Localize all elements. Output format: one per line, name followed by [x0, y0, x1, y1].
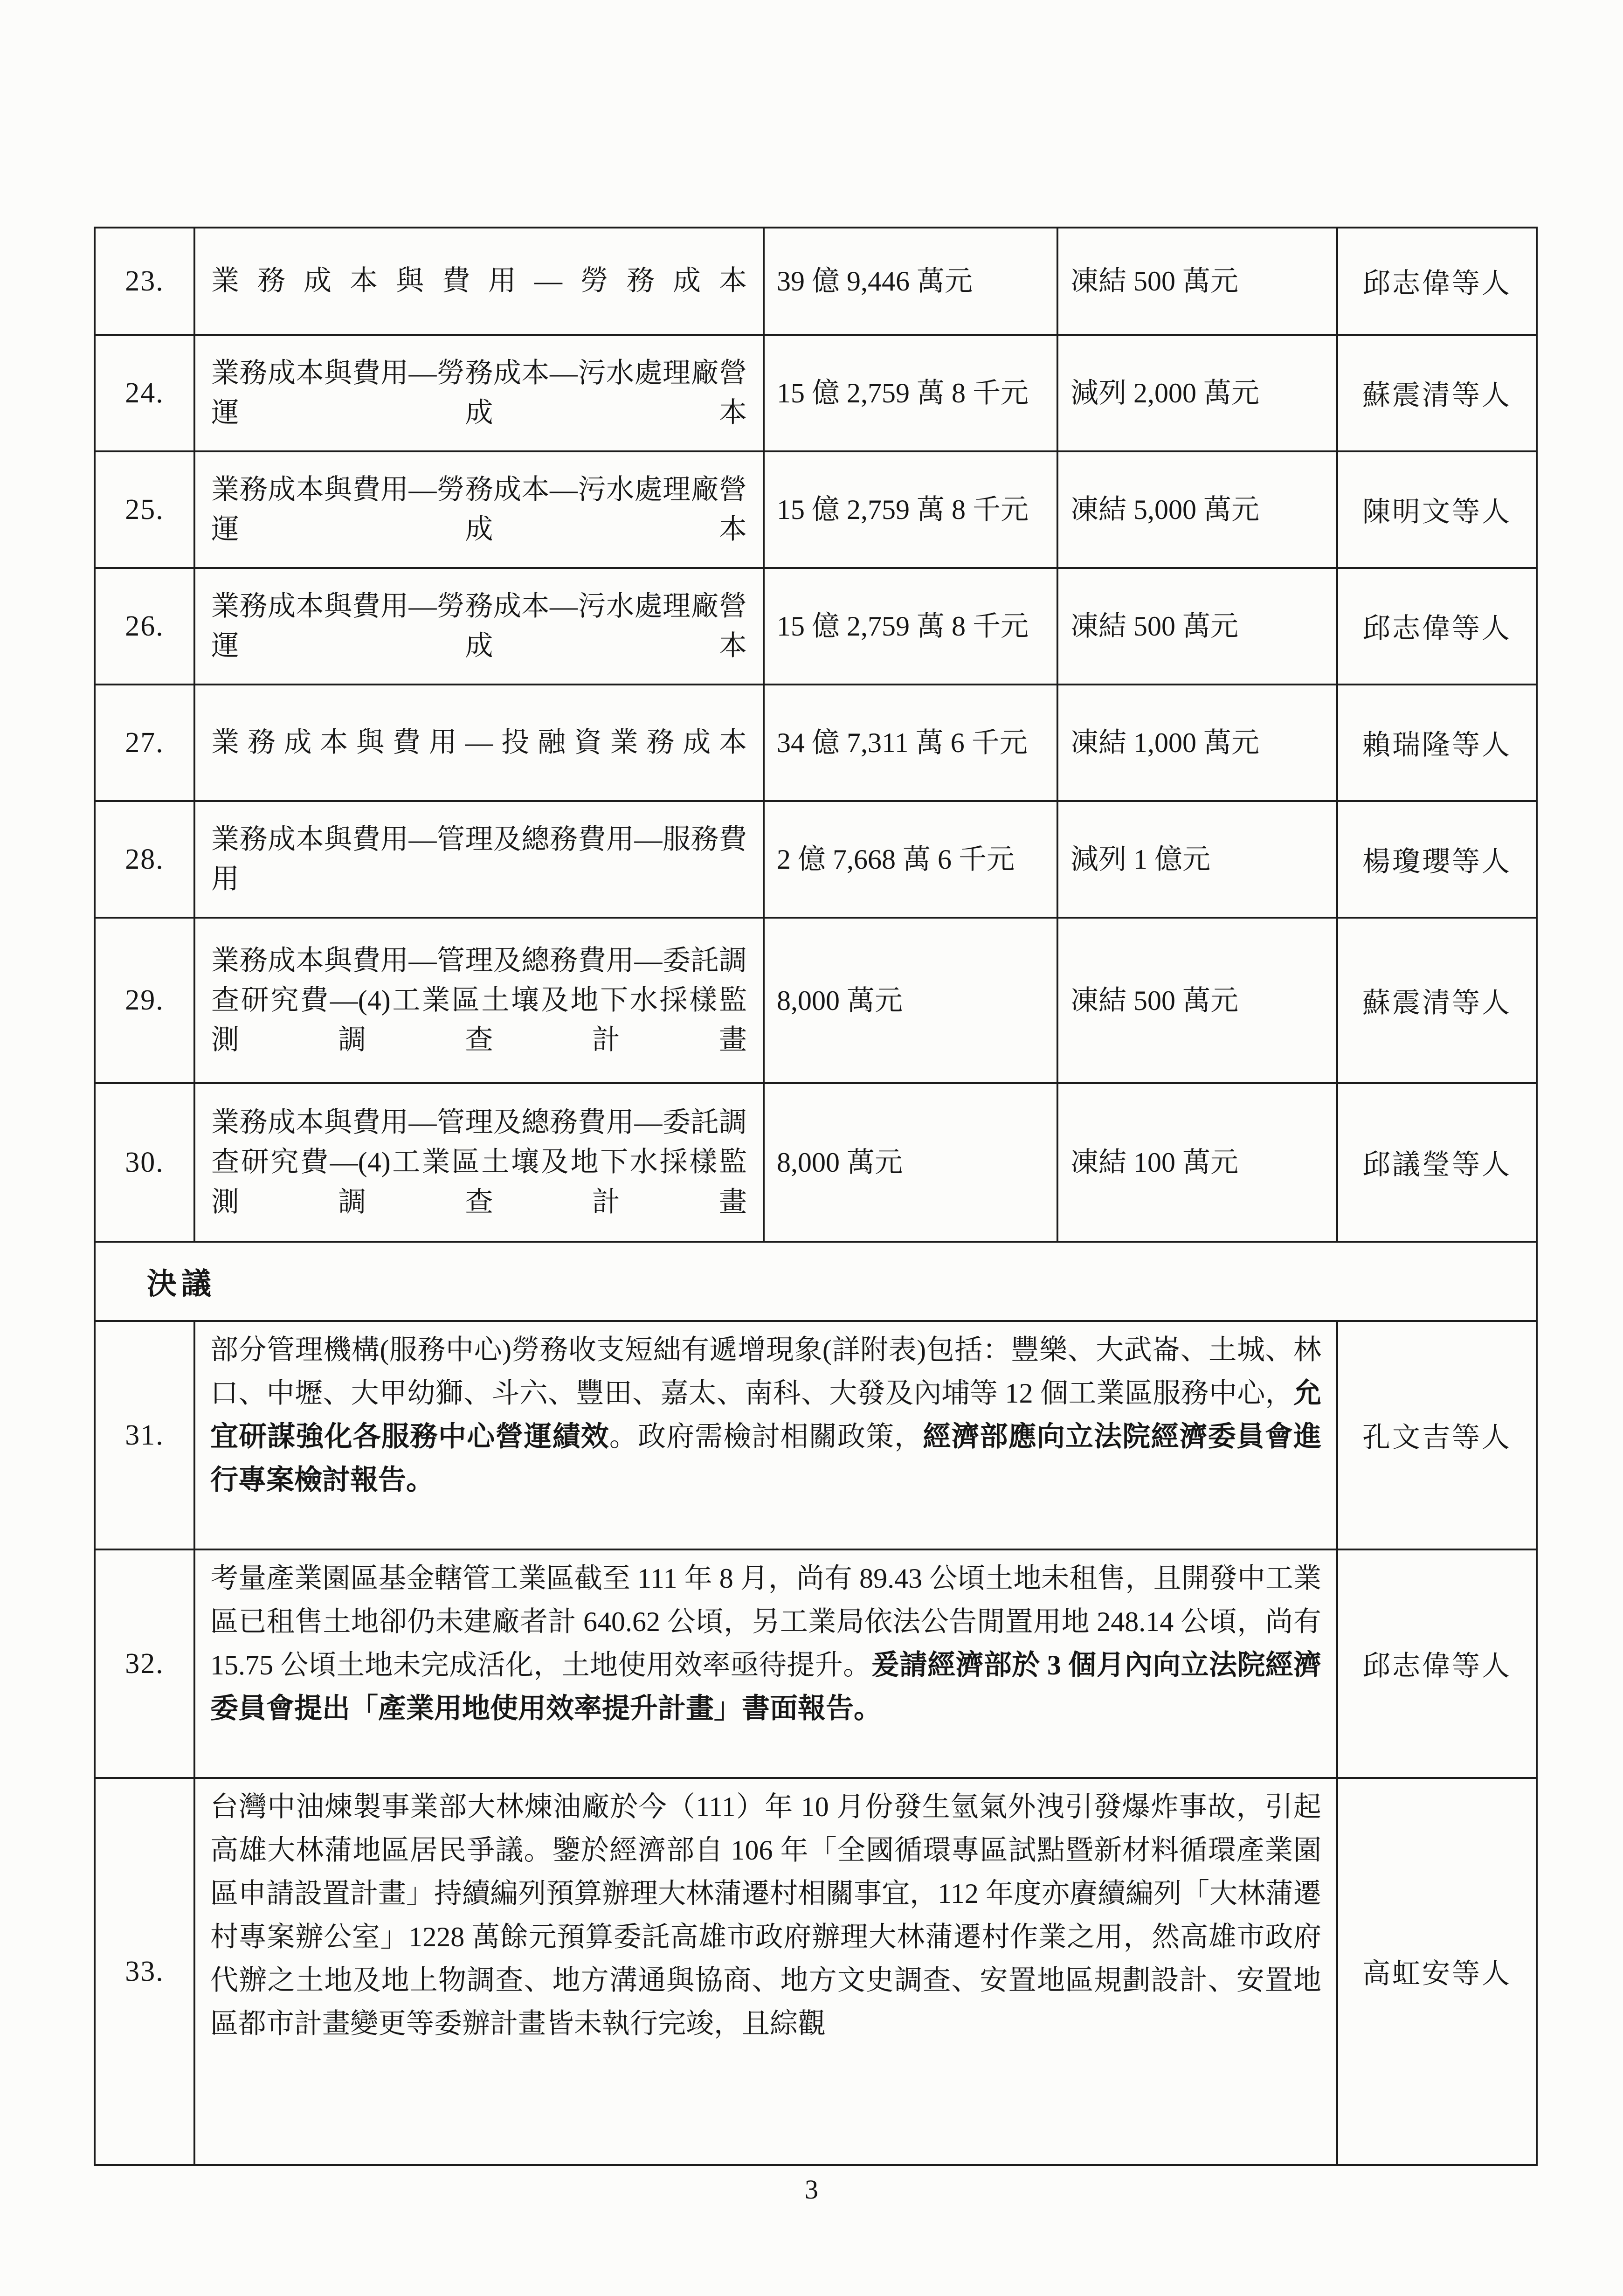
- budget-amount: 15 億 2,759 萬 8 千元: [764, 568, 1057, 685]
- row-number: 32.: [95, 1549, 194, 1778]
- table-row: [95, 1778, 1537, 2165]
- row-number: 28.: [95, 801, 194, 918]
- budget-amount: 8,000 萬元: [764, 918, 1057, 1083]
- budget-amount: 34 億 7,311 萬 6 千元: [764, 685, 1057, 801]
- row-number: 26.: [95, 568, 194, 685]
- budget-amount: 39 億 9,446 萬元: [764, 228, 1057, 335]
- resolution-text: 考量產業園區基金轄管工業區截至 111 年 8 月，尚有 89.43 公頃土地未租售，且開發中工業區已租售土地卻仍未建廠者計 640.62 公頃，另工業局依法公告閒置用地 248.14 公頃，尚有 15.75 公頃土地未完成活化，土地使用效率亟待提升。爰請經濟部於 3 個月內向立法院經濟委員會提出「產業用地使用效率提升計畫」書面報告。: [194, 1549, 1337, 1778]
- proposer: 蘇震清等人: [1337, 335, 1537, 451]
- review-action: 減列 2,000 萬元: [1057, 335, 1337, 451]
- proposer: 高虹安等人: [1337, 1778, 1537, 2165]
- review-action: 凍結 500 萬元: [1057, 228, 1337, 335]
- row-number: 30.: [95, 1083, 194, 1242]
- budget-item: 業務成本與費用—管理及總務費用—服務費用: [194, 801, 764, 918]
- budget-amount: 15 億 2,759 萬 8 千元: [764, 451, 1057, 568]
- budget-item: 業務成本與費用—勞務成本: [194, 228, 764, 335]
- section-row: [95, 1242, 1537, 1321]
- row-number: 23.: [95, 228, 194, 335]
- proposer: 陳明文等人: [1337, 451, 1537, 568]
- section-header-resolutions: 決議: [95, 1242, 1537, 1321]
- proposer: 蘇震清等人: [1337, 918, 1537, 1083]
- row-number: 27.: [95, 685, 194, 801]
- budget-item: 業務成本與費用—勞務成本—污水處理廠營運成本: [194, 568, 764, 685]
- proposer: 賴瑞隆等人: [1337, 685, 1537, 801]
- page-number: 3: [805, 2174, 818, 2205]
- row-number: 24.: [95, 335, 194, 451]
- proposer: 楊瓊瓔等人: [1337, 801, 1537, 918]
- table-row: [95, 1083, 1537, 1242]
- table-row: [95, 451, 1537, 568]
- row-number: 33.: [95, 1778, 194, 2165]
- resolution-text: 部分管理機構(服務中心)勞務收支短絀有遞增現象(詳附表)包括：豐樂、大武崙、土城、林口、中壢、大甲幼獅、斗六、豐田、嘉太、南科、大發及內埔等 12 個工業區服務中心，允宜研謀強化各服務中心營運績效。政府需檢討相關政策，經濟部應向立法院經濟委員會進行專案檢討報告。: [194, 1321, 1337, 1549]
- proposer: 邱志偉等人: [1337, 568, 1537, 685]
- row-number: 31.: [95, 1321, 194, 1549]
- proposer: 邱志偉等人: [1337, 1549, 1537, 1778]
- review-action: 凍結 5,000 萬元: [1057, 451, 1337, 568]
- table-row: [95, 801, 1537, 918]
- review-action: 凍結 500 萬元: [1057, 568, 1337, 685]
- row-number: 25.: [95, 451, 194, 568]
- proposer: 邱志偉等人: [1337, 228, 1537, 335]
- budget-item: 業務成本與費用—勞務成本—污水處理廠營運成本: [194, 451, 764, 568]
- budget-item: 業務成本與費用—管理及總務費用—委託調查研究費—(4)工業區土壤及地下水採樣監測調查計畫: [194, 918, 764, 1083]
- table-row: [95, 568, 1537, 685]
- budget-item: 業務成本與費用—勞務成本—污水處理廠營運成本: [194, 335, 764, 451]
- review-action: 凍結 500 萬元: [1057, 918, 1337, 1083]
- row-number: 29.: [95, 918, 194, 1083]
- budget-amount: 15 億 2,759 萬 8 千元: [764, 335, 1057, 451]
- proposer: 邱議瑩等人: [1337, 1083, 1537, 1242]
- review-action: 凍結 1,000 萬元: [1057, 685, 1337, 801]
- budget-amount: 2 億 7,668 萬 6 千元: [764, 801, 1057, 918]
- table-row: [95, 685, 1537, 801]
- table-row: [95, 228, 1537, 335]
- budget-amount: 8,000 萬元: [764, 1083, 1057, 1242]
- budget-review-table: [94, 227, 1538, 2166]
- review-action: 凍結 100 萬元: [1057, 1083, 1337, 1242]
- table-row: [95, 1549, 1537, 1778]
- budget-item: 業務成本與費用—投融資業務成本: [194, 685, 764, 801]
- proposer: 孔文吉等人: [1337, 1321, 1537, 1549]
- resolution-text: 台灣中油煉製事業部大林煉油廠於今（111）年 10 月份發生氫氣外洩引發爆炸事故，引起高雄大林蒲地區居民爭議。鑒於經濟部自 106 年「全國循環專區試點暨新材料循環產業園區申請設置計畫」持續編列預算辦理大林蒲遷村相關事宜，112 年度亦賡續編列「大林蒲遷村專案辦公室」1228 萬餘元預算委託高雄市政府辦理大林蒲遷村作業之用，然高雄市政府代辦之土地及地上物調查、地方溝通與協商、地方文史調查、安置地區規劃設計、安置地區都市計畫變更等委辦計畫皆未執行完竣，且綜觀: [194, 1778, 1337, 2165]
- budget-item: 業務成本與費用—管理及總務費用—委託調查研究費—(4)工業區土壤及地下水採樣監測調查計畫: [194, 1083, 764, 1242]
- table-row: [95, 1321, 1537, 1549]
- table-row: [95, 335, 1537, 451]
- review-action: 減列 1 億元: [1057, 801, 1337, 918]
- table-row: [95, 918, 1537, 1083]
